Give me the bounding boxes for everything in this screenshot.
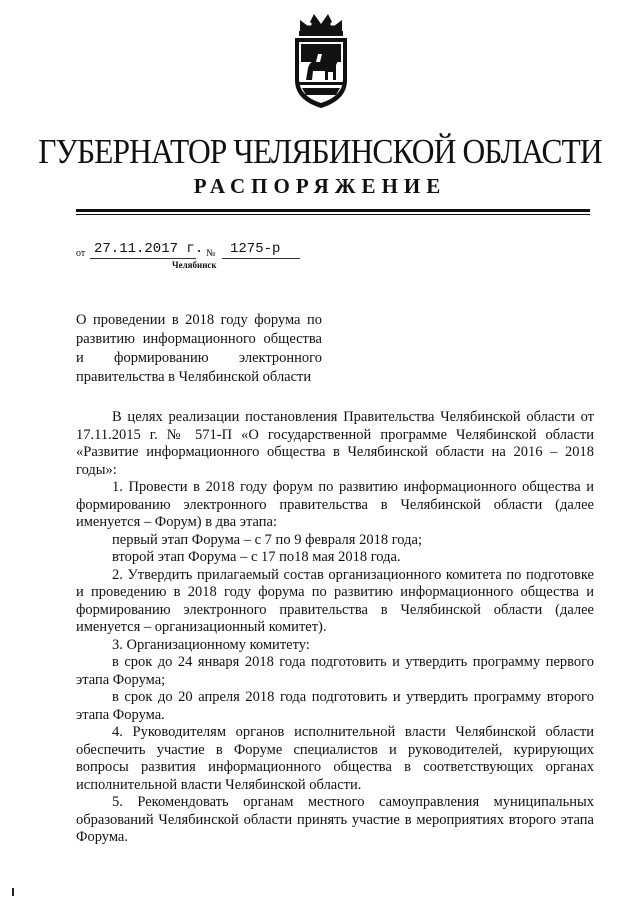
document-date: 27.11.2017 г. <box>94 241 204 257</box>
date-label: от <box>76 248 86 259</box>
coat-of-arms-icon <box>286 10 356 110</box>
document-body <box>76 409 594 847</box>
body-paragraph-2: 2. Утвердить прилагаемый состав организационного комитета по подготовке и проведению в 2018 году форума по развитию информационного общества и формированию электронного правительства в Челябинской области (далее именуется – организационный комитет). <box>76 566 594 635</box>
subject-line: и формированию электронного <box>76 350 322 366</box>
body-paragraph-1: 1. Провести в 2018 году форум по развитию информационного общества и формированию электронного правительства в Челябинской области (далее именуется – Форум) в два этапа: <box>76 479 594 530</box>
date-underline <box>90 258 196 259</box>
body-paragraph-1-stage-1: первый этап Форума – с 7 по 9 февраля 2018 года; <box>112 531 422 548</box>
body-paragraph-5: 5. Рекомендовать органам местного самоуправления муниципальных образований Челябинской области принять участие в мероприятиях второго этапа Форума. <box>76 794 594 845</box>
number-label: № <box>206 248 216 259</box>
body-paragraph-3-item-1: в срок до 24 января 2018 года подготовить и утвердить программу первого этапа Форума; <box>76 654 594 688</box>
number-underline <box>222 258 300 259</box>
subject-line: развитию информационного общества <box>76 331 322 347</box>
body-paragraph-1-stage-2: второй этап Форума – с 17 по18 мая 2018 года. <box>112 549 401 565</box>
governor-title: ГУБЕРНАТОР ЧЕЛЯБИНСКОЙ ОБЛАСТИ <box>38 132 602 171</box>
header-divider-thin <box>76 214 590 215</box>
subject-line: правительства в Челябинской области <box>76 369 312 385</box>
document-subject <box>76 311 322 387</box>
scan-margin-mark <box>12 888 14 896</box>
body-paragraph-3-item-2: в срок до 20 апреля 2018 года подготовить и утвердить программу второго этапа Форума. <box>76 689 594 723</box>
city-name: Челябинск <box>172 260 217 270</box>
header-divider-thick <box>76 209 590 212</box>
body-paragraph-3: 3. Организационному комитету: <box>112 636 310 653</box>
body-paragraph-4: 4. Руководителям органов исполнительной власти Челябинской области обеспечить участие в Форуме специалистов и руководителей, курирующих вопросы развития информационного общества в соответствующих органах исполнительной власти Челябинской области. <box>76 724 594 793</box>
body-paragraph-preamble: В целях реализации постановления Правительства Челябинской области от 17.11.2015 г. № 571-П «О государственной программе Челябинской области «Развитие информационного общества в Челябинской области на 2016 – 2018 годы»: <box>76 409 594 478</box>
subject-line: О проведении в 2018 году форума по <box>76 312 322 328</box>
document-number: 1275-р <box>230 241 281 257</box>
document-type-title: РАСПОРЯЖЕНИЕ <box>193 174 447 198</box>
